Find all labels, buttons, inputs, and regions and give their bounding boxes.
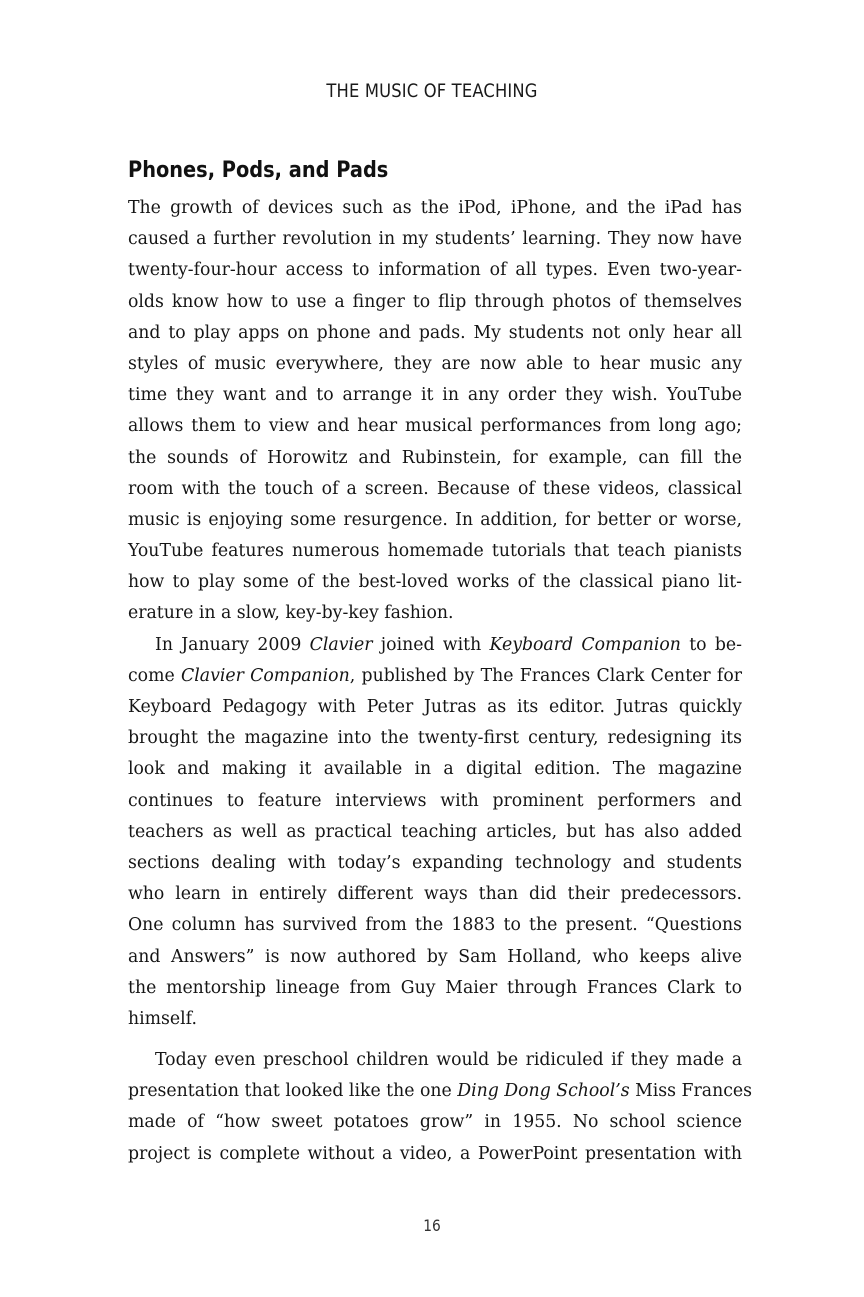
- page-number: 16: [423, 1216, 441, 1235]
- text-run: presentation that looked like the one: [128, 1081, 458, 1102]
- section-heading: Phones, Pods, and Pads: [128, 158, 389, 183]
- paragraph-2: [128, 630, 742, 1035]
- text-line: time they want and to arrange it in any order they wish. YouTube: [128, 385, 742, 406]
- text-line: [128, 1076, 752, 1107]
- text-line: [128, 630, 742, 661]
- publication-title: Keyboard Companion: [489, 634, 681, 655]
- paragraph-3: [128, 1045, 752, 1170]
- text-run: to be-: [680, 634, 743, 655]
- text-line: olds know how to use a finger to flip through photos of themselves: [128, 291, 742, 312]
- text-line: brought the magazine into the twenty-first century, redesigning its: [128, 728, 742, 749]
- text-line: caused a further revolution in my students’ learning. They now have: [128, 229, 742, 250]
- text-line: project is complete without a video, a PowerPoint presentation with: [128, 1143, 742, 1164]
- text-line: One column has survived from the 1883 to the present. “Questions: [128, 915, 742, 936]
- text-line: styles of music everywhere, they are now able to hear music any: [128, 353, 742, 374]
- text-run: joined with: [372, 634, 490, 655]
- text-line: continues to feature interviews with prominent performers and: [128, 790, 742, 811]
- text-line: and Answers” is now authored by Sam Holland, who keeps alive: [128, 946, 742, 967]
- text-line: himself.: [128, 1008, 197, 1029]
- running-head: THE MUSIC OF TEACHING: [326, 80, 538, 102]
- text-line: made of “how sweet potatoes grow” in 1955. No school science: [128, 1112, 742, 1133]
- text-line: [128, 661, 742, 692]
- text-line: who learn in entirely different ways than did their predecessors.: [128, 884, 742, 905]
- text-run: come: [128, 665, 182, 686]
- text-line: allows them to view and hear musical performances from long ago;: [128, 416, 742, 437]
- body-text: [128, 193, 752, 1170]
- text-line: and to play apps on phone and pads. My students not only hear all: [128, 322, 742, 343]
- publication-title: Clavier Companion: [181, 665, 350, 686]
- text-line: look and making it available in a digital edition. The magazine: [128, 759, 742, 780]
- publication-title: Clavier: [309, 634, 373, 655]
- text-line: Keyboard Pedagogy with Peter Jutras as its editor. Jutras quickly: [128, 697, 742, 717]
- text-line: how to play some of the best-loved works of the classical piano lit-: [128, 572, 742, 593]
- text-run: In January 2009: [155, 634, 310, 655]
- text-line: YouTube features numerous homemade tutorials that teach pianists: [128, 541, 742, 562]
- program-title: Ding Dong School’s: [457, 1081, 630, 1102]
- text-line: teachers as well as practical teaching articles, but has also added: [128, 821, 742, 842]
- text-line: The growth of devices such as the iPod, iPhone, and the iPad has: [128, 198, 742, 218]
- text-line: music is enjoying some resurgence. In addition, for better or worse,: [128, 509, 742, 530]
- text-line: the sounds of Horowitz and Rubinstein, for example, can fill the: [128, 447, 742, 468]
- text-run: Miss Frances: [629, 1081, 752, 1102]
- paragraph-1: [128, 193, 742, 630]
- text-line: the mentorship lineage from Guy Maier through Frances Clark to: [128, 977, 742, 998]
- text-run: , published by The Frances Clark Center for: [349, 665, 742, 686]
- text-line: room with the touch of a screen. Because of these videos, classical: [128, 478, 742, 499]
- text-line: erature in a slow, key-by-key fashion.: [128, 603, 454, 624]
- paragraph-spacer: [128, 1035, 742, 1045]
- text-line: sections dealing with today’s expanding technology and students: [128, 852, 742, 873]
- text-line: twenty-four-hour access to information of all types. Even two-year-: [128, 260, 742, 281]
- text-line: Today even preschool children would be ridiculed if they made a: [155, 1050, 742, 1071]
